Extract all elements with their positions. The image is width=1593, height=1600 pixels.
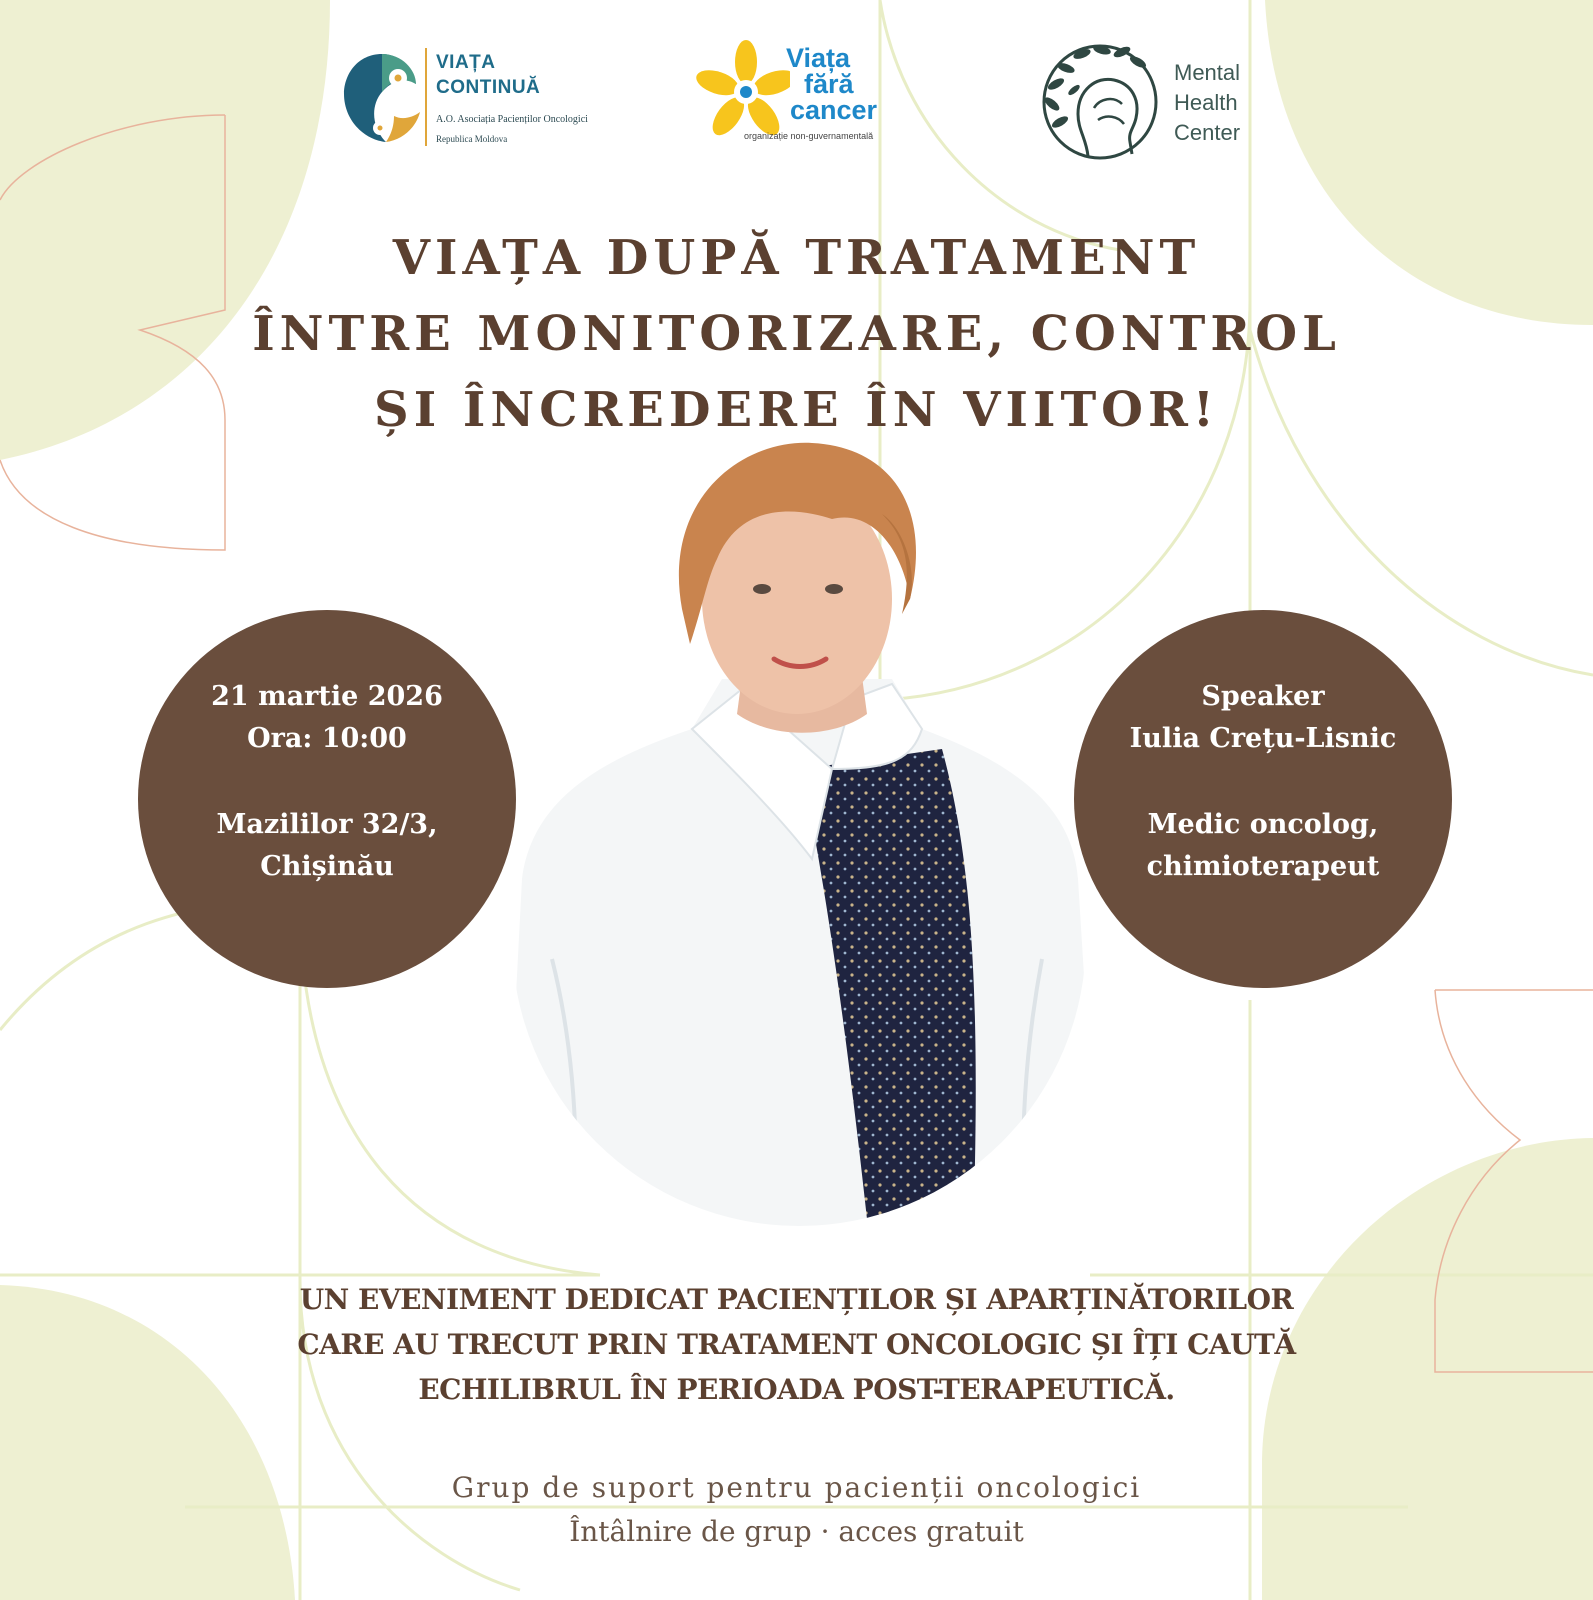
logo-divider — [425, 48, 427, 146]
speaker-role-line2: chimioterapeut — [1146, 851, 1380, 882]
viata-fara-cancer-tagline: organizație non-guvernamentală — [744, 131, 874, 141]
viata-continua-org-name: A.O. Asociația Pacienților Oncologici — [436, 114, 588, 125]
description-line3: ECHILIBRUL ÎN PERIOADA POST-TERAPEUTICĂ. — [418, 1373, 1175, 1406]
event-address-line2: Chișinău — [260, 851, 394, 882]
speaker-label: Speaker — [1201, 681, 1325, 712]
event-description — [200, 1277, 1393, 1412]
description-line1: UN EVENIMENT DEDICAT PACIENȚILOR ȘI APARȚINĂTORILOR — [299, 1283, 1294, 1316]
speaker-role-line1: Medic oncolog, — [1147, 809, 1379, 840]
viata-fara-cancer-word3: cancer — [790, 95, 878, 125]
event-title — [200, 220, 1393, 448]
event-footer — [300, 1466, 1293, 1554]
viata-continua-title-line2: CONTINUĂ — [436, 77, 541, 98]
event-time: Ora: 10:00 — [247, 723, 407, 754]
title-line2: ÎNTRE MONITORIZARE, CONTROL — [252, 306, 1341, 362]
viata-continua-title-line1: VIAȚA — [436, 52, 496, 73]
title-line1: VIAȚA DUPĂ TRATAMENT — [392, 230, 1201, 286]
footer-line2: Întâlnire de grup · acces gratuit — [569, 1515, 1024, 1548]
viata-fara-cancer-word2: fără — [804, 69, 854, 99]
mental-health-center-line2: Health — [1174, 90, 1238, 115]
event-details-circle — [138, 610, 516, 988]
event-date: 21 martie 2026 — [211, 681, 443, 712]
mental-health-center-line3: Center — [1174, 120, 1241, 145]
mental-health-center-line1: Mental — [1174, 60, 1241, 85]
viata-fara-cancer-word1: Viața — [786, 43, 851, 73]
viata-continua-logo — [342, 48, 632, 150]
event-address-line1: Mazililor 32/3, — [216, 809, 438, 840]
speaker-name: Iulia Crețu-Lisnic — [1129, 723, 1397, 754]
speaker-photo — [512, 439, 1086, 1265]
viata-continua-emblem-icon — [342, 48, 422, 148]
title-line3: ȘI ÎNCREDERE ÎN VIITOR! — [374, 382, 1219, 438]
footer-line1: Grup de suport pentru pacienții oncologici — [451, 1471, 1142, 1504]
daffodil-flower-icon — [694, 40, 790, 140]
viata-fara-cancer-logo — [700, 40, 910, 150]
viata-continua-country: Republica Moldova — [436, 134, 508, 144]
speaker-details-circle — [1074, 610, 1452, 988]
mental-health-center-logo — [1038, 38, 1268, 162]
head-tree-icon — [1038, 38, 1162, 162]
description-line2: CARE AU TRECUT PRIN TRATAMENT ONCOLOGIC ȘI ÎȚI CAUTĂ — [297, 1328, 1296, 1361]
